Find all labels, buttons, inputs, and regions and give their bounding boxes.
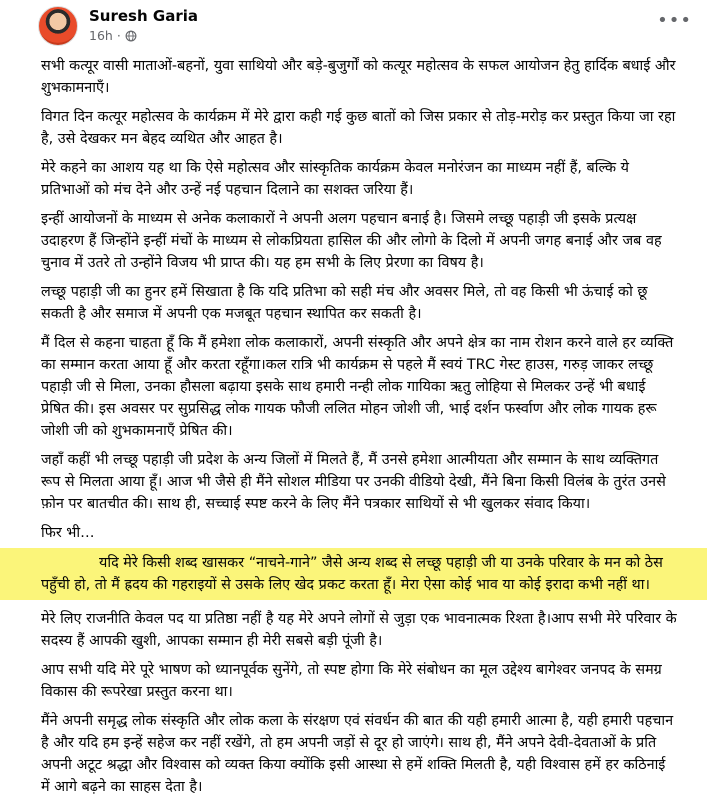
paragraph-6: मैं दिल से कहना चाहता हूँ कि मैं हमेशा लोक कलाकारों, अपनी संस्कृति और अपने क्षेत्र का नाम रोशन करने वाले हर व्यक्ति का सम्मान करता आया हूँ और करता रहूँगा।कल रात्रि भी कार्यक्रम से पहले मैं स्वयं TRC गेस्ट हाउस, गरुड़ जाकर लच्छू पहाड़ी जी से मिला, उनका हौसला बढ़ाया इसके साथ हमारी नन्ही लोक गायिका ऋतु लोहिया से मिलकर उन्हें भी बधाई प्रेषित की। इस अवसर पर सुप्रसिद्ध लोक गायक फौजी ललित मोहन जोशी जी, भाई दर्शन फर्स्वाण और लोक गायक हरू जोशी जी को शुभकामनाएँ प्रेषित की।: [41, 335, 674, 439]
avatar[interactable]: [38, 6, 78, 46]
globe-icon[interactable]: [125, 30, 137, 42]
meta-separator: ·: [116, 28, 121, 43]
paragraph-3: मेरे कहने का आशय यह था कि ऐसे महोत्सव और सांस्कृतिक कार्यक्रम केवल मनोरंजन का माध्यम नहीं हैं, बल्कि ये प्रतिभाओं को मंच देने और उन्हें नई पहचान दिलाने का सशक्त जरिया हैं।: [41, 160, 629, 198]
post-time[interactable]: 16h: [89, 28, 113, 43]
paragraph-8: फिर भी…: [41, 525, 95, 541]
highlighted-apology: [41, 552, 677, 596]
paragraph-9: यदि मेरे किसी शब्द खासकर “नाचने-गाने” जैसे अन्य शब्द से लच्छू पहाड़ी जी या उनके परिवार के मन को ठेस पहुँची हो, तो मैं ह्रदय की गहराइयों से उसके लिए खेद प्रकट करता हूँ। मेरा ऐसा कोई भाव या कोई इरादा कभी नहीं था।: [41, 555, 663, 593]
paragraph-2: विगत दिन कत्यूर महोत्सव के कार्यक्रम में मेरे द्वारा कही गई कुछ बातों को जिस प्रकार से तोड़-मरोड़ कर प्रस्तुत किया जा रहा है, उसे देखकर मन बेहद व्यथित और आहत है।: [41, 109, 676, 147]
paragraph-5: लच्छू पहाड़ी जी का हुनर हमें सिखाता है कि यदि प्रतिभा को सही मंच और अवसर मिले, तो वह किसी भी ऊंचाई को छू सकती है और समाज में अपनी एक मजबूत पहचान स्थापित कर सकती है।: [41, 284, 648, 322]
author-name[interactable]: Suresh Garia: [89, 7, 198, 25]
more-options-icon[interactable]: •••: [657, 10, 692, 31]
paragraph-1: सभी कत्यूर वासी माताओं-बहनों, युवा साथियो और बड़े-बुजुर्गों को कत्यूर महोत्सव के सफल आयोजन हेतु हार्दिक बधाई और शुभकामनाएँ।: [41, 58, 676, 96]
post-header: [38, 6, 698, 46]
paragraph-7: जहाँ कहीं भी लच्छू पहाड़ी जी प्रदेश के अन्य जिलों में मिलते हैं, मैं उनसे हमेशा आत्मीयता और सम्मान के साथ व्यक्तिगत रूप से मिलता आया हूँ। आज भी जैसे ही मैंने सोशल मीडिया पर उनकी वीडियो देखी, मैंने बिना किसी विलंब के तुरंत उनसे फ़ोन पर बातचीत की। साथ ही, सच्चाई स्पष्ट करने के लिए मैंने पत्रकार साथियों से भी खुलकर संवाद किया।: [41, 452, 666, 512]
post-body: [41, 55, 677, 805]
paragraph-4: इन्हीं आयोजनों के माध्यम से अनेक कलाकारों ने अपनी अलग पहचान बनाई है। जिसमे लच्छू पहाड़ी जी इसके प्रत्यक्ष उदाहरण हैं जिन्होंने इन्हीं मंचों के माध्यम से लोकप्रियता हासिल की और लोगो के दिलो में अपनी जगह बनाई और जब वह चुनाव में उतरे तो उन्होंने विजय भी प्राप्त की। यह हम सभी के लिए प्रेरणा का विषय है।: [41, 211, 662, 271]
post-meta: [89, 28, 137, 43]
paragraph-12: मैंने अपनी समृद्ध लोक संस्कृति और लोक कला के संरक्षण एवं संवर्धन की बात की यही हमारी आत्मा है, यही हमारी पहचान है और यदि हम इन्हें सहेज कर नहीं रखेंगे, तो हम अपनी जड़ों से दूर हो जाएंगे। साथ ही, मैंने अपने देवी-देवताओं के प्रति अपनी अटूट श्रद्धा और विश्वास को व्यक्त किया क्योंकि इसी आस्था से हमें शक्ति मिलती है, यही विश्वास हमें हर कठिनाई में आगे बढ़ने का साहस देता है।: [41, 713, 674, 795]
paragraph-11: आप सभी यदि मेरे पूरे भाषण को ध्यानपूर्वक सुनेंगे, तो स्पष्ट होगा कि मेरे संबोधन का मूल उद्देश्य बागेश्वर जनपद के समग्र विकास की रूपरेखा प्रस्तुत करना था।: [41, 662, 662, 700]
paragraph-10: मेरे लिए राजनीति केवल पद या प्रतिष्ठा नहीं है यह मेरे अपने लोगों से जुड़ा एक भावनात्मक रिश्ता है।आप सभी मेरे परिवार के सदस्य हैं आपकी खुशी, आपका सम्मान ही मेरी सबसे बड़ी पूंजी है।: [41, 611, 677, 649]
